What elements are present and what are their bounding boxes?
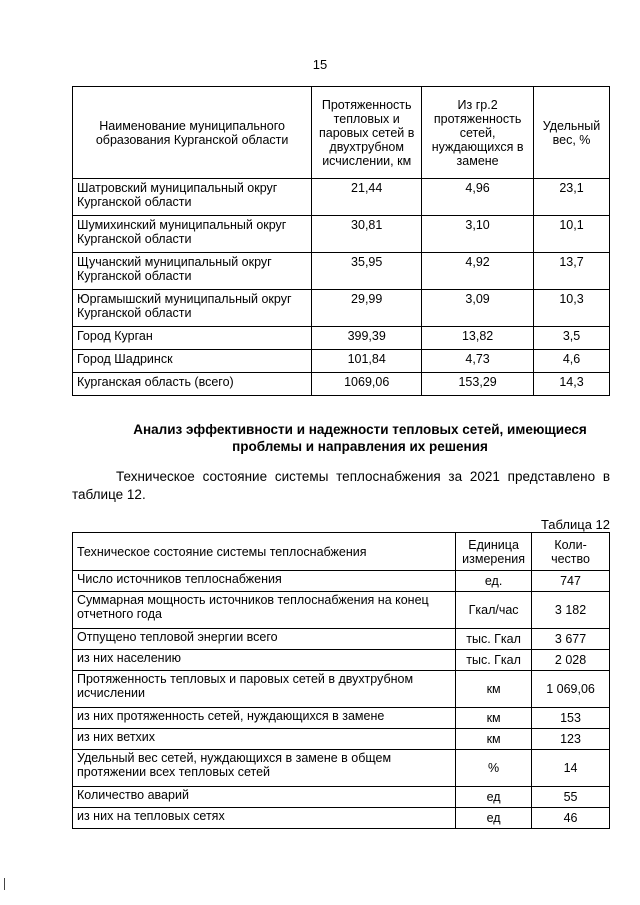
table-cell: %	[456, 750, 532, 787]
table-caption: Таблица 12	[540, 517, 610, 532]
column-header: Коли-чество	[532, 533, 610, 571]
body-paragraph: Техническое состояние системы теплоснабжения за 2021 представлено в таблице 12.	[72, 469, 610, 502]
column-header: Протяженность тепловых и паровых сетей в двухтрубном исчислении, км	[312, 87, 422, 179]
table-cell: 10,3	[534, 290, 610, 327]
table-cell: 2 028	[532, 650, 610, 671]
table-row	[73, 729, 610, 750]
table-row	[73, 350, 610, 373]
table-cell: 3,09	[422, 290, 534, 327]
table-cell: Отпущено тепловой энергии всего	[73, 629, 456, 650]
table-row	[73, 290, 610, 327]
table-cell: Город Курган	[73, 327, 312, 350]
table-cell: 3 182	[532, 592, 610, 629]
column-header: Удельный вес, %	[534, 87, 610, 179]
page-number: 15	[312, 57, 328, 72]
table-cell: 46	[532, 808, 610, 829]
table-cell: ед	[456, 787, 532, 808]
table-row	[73, 571, 610, 592]
table-cell: 153	[532, 708, 610, 729]
table-cell: 4,96	[422, 179, 534, 216]
table-cell: Курганская область (всего)	[73, 373, 312, 396]
table-cell: 14,3	[534, 373, 610, 396]
table-cell: 1069,06	[312, 373, 422, 396]
column-header: Наименование муниципального образования Курганской области	[73, 87, 312, 179]
table-cell: км	[456, 708, 532, 729]
table-cell: 747	[532, 571, 610, 592]
table-cell: 13,82	[422, 327, 534, 350]
table-cell: 101,84	[312, 350, 422, 373]
table-cell: 23,1	[534, 179, 610, 216]
table-cell: ед	[456, 808, 532, 829]
table-cell: из них ветхих	[73, 729, 456, 750]
table-cell: 30,81	[312, 216, 422, 253]
table-cell: 4,6	[534, 350, 610, 373]
table-cell: Количество аварий	[73, 787, 456, 808]
table-cell: Щучанский муниципальный округ Курганской области	[73, 253, 312, 290]
table-cell: Город Шадринск	[73, 350, 312, 373]
table-cell: Удельный вес сетей, нуждающихся в замене в общем протяжении всех тепловых сетей	[73, 750, 456, 787]
table-row	[73, 373, 610, 396]
table-cell: 29,99	[312, 290, 422, 327]
table-cell: 55	[532, 787, 610, 808]
table-cell: 153,29	[422, 373, 534, 396]
table-row	[73, 787, 610, 808]
table-header-row	[73, 87, 610, 179]
column-header: Единица измерения	[456, 533, 532, 571]
heating-system-state-table	[72, 532, 610, 829]
table-cell: из них протяженность сетей, нуждающихся в замене	[73, 708, 456, 729]
table-row	[73, 327, 610, 350]
table-cell: ед.	[456, 571, 532, 592]
table-cell: 10,1	[534, 216, 610, 253]
table-cell: Число источников теплоснабжения	[73, 571, 456, 592]
table-header-row	[73, 533, 610, 571]
municipal-heating-networks-table	[72, 86, 610, 396]
table-cell: Суммарная мощность источников теплоснабжения на конец отчетного года	[73, 592, 456, 629]
table-cell: Гкал/час	[456, 592, 532, 629]
table-row	[73, 708, 610, 729]
table-row	[73, 650, 610, 671]
table-row	[73, 179, 610, 216]
table-cell: из них населению	[73, 650, 456, 671]
table-cell: 123	[532, 729, 610, 750]
table-row	[73, 671, 610, 708]
table-row	[73, 808, 610, 829]
table-row	[73, 592, 610, 629]
table-cell: 3,5	[534, 327, 610, 350]
table-cell: 4,73	[422, 350, 534, 373]
table-row	[73, 253, 610, 290]
column-header: Техническое состояние системы теплоснабжения	[73, 533, 456, 571]
table-row	[73, 216, 610, 253]
table-cell: Юргамышский муниципальный округ Курганской области	[73, 290, 312, 327]
table-cell: 4,92	[422, 253, 534, 290]
column-header: Из гр.2 протяженность сетей, нуждающихся в замене	[422, 87, 534, 179]
table-cell: тыс. Гкал	[456, 650, 532, 671]
table-cell: 3 677	[532, 629, 610, 650]
table-row	[73, 629, 610, 650]
table-cell: 35,95	[312, 253, 422, 290]
table-cell: 14	[532, 750, 610, 787]
table-cell: Шатровский муниципальный округ Курганской области	[73, 179, 312, 216]
table-cell: 1 069,06	[532, 671, 610, 708]
section-heading: Анализ эффективности и надежности тепловых сетей, имеющиеся проблемы и направления их решения	[133, 422, 587, 454]
table-cell: тыс. Гкал	[456, 629, 532, 650]
table-cell: км	[456, 671, 532, 708]
table-cell: из них на тепловых сетях	[73, 808, 456, 829]
table-cell: 399,39	[312, 327, 422, 350]
table-cell: км	[456, 729, 532, 750]
table-row	[73, 750, 610, 787]
table-cell: Протяженность тепловых и паровых сетей в двухтрубном исчислении	[73, 671, 456, 708]
table-cell: 3,10	[422, 216, 534, 253]
table-cell: 13,7	[534, 253, 610, 290]
table-cell: 21,44	[312, 179, 422, 216]
table-cell: Шумихинский муниципальный округ Курганской области	[73, 216, 312, 253]
scan-margin-mark	[4, 878, 5, 890]
